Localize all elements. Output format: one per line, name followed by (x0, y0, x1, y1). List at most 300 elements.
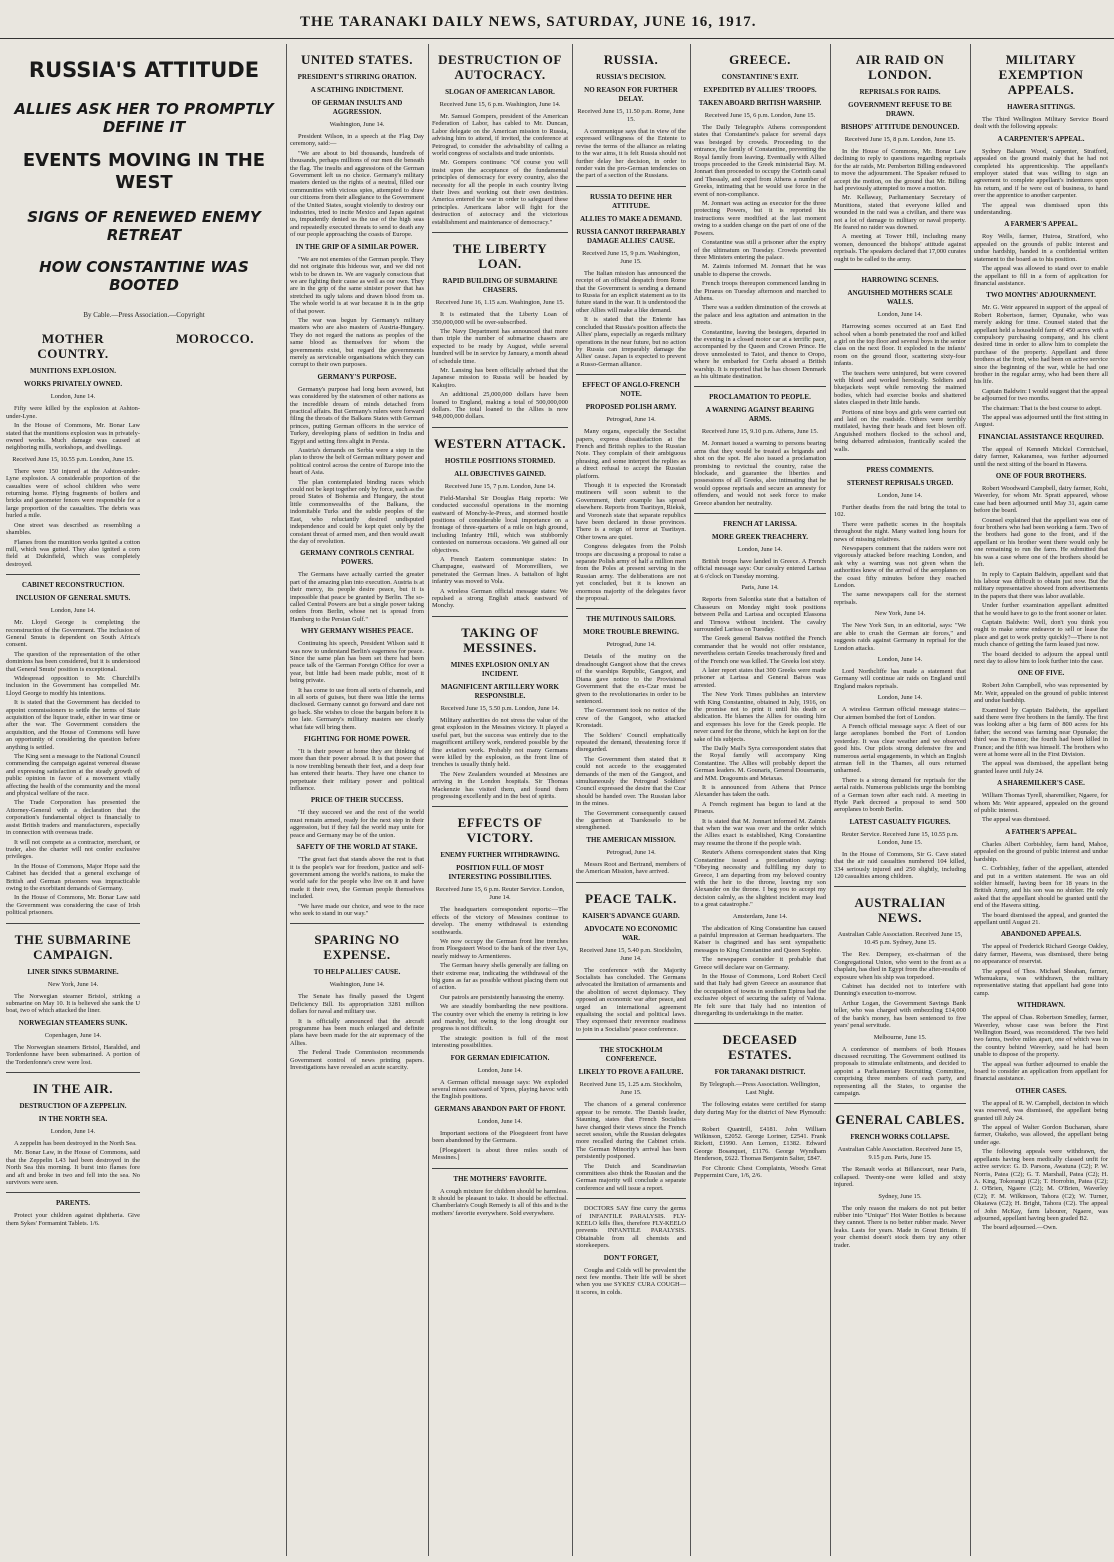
paragraph: The Government took no notice of the crew of the Gangoot, who attacked Kronstadt. (576, 707, 686, 730)
column-rule (428, 44, 429, 1556)
paragraph: The strategic position is full of the most interesting possibilities. (432, 1034, 568, 1050)
lead-subheadline: SIGNS OF RENEWED ENEMY RETREAT (27, 208, 261, 244)
paragraph: Details of the mutiny on the dreadnought Gangoot show that the crews of the warships Republic, Gangoot, and Diana gave notice to the Provisional Government that the ex-Czar must be given to the revolutionaries in order to be sentenced. (576, 653, 686, 705)
paragraph: In the House of Commons, Mr. Bonar Law stated that the munitions explosion was in privately-owned works. Much damage was caused at neighboring mills, workshops, and dwellings. (6, 422, 140, 452)
dateline: Received June 15, 6 p.m. London, June 15. (704, 112, 816, 119)
section-heading: IN THE AIR. (32, 1081, 114, 1096)
article-subheading: ALL OBJECTIVES GAINED. (454, 469, 546, 478)
paragraph: The Dutch and Scandinavian committees also think the Russian and the German majority will conclude a separate conference and will issue a report. (576, 1162, 686, 1192)
paragraph: "We are not enemies of the German people. They did not originate this hideous war, and we did not wish to be drawn in. We are vaguely conscious that we are fighting their cause as well as our own. They are in the grip of the same sinister power that has stretched its ugly talons and drawn blood from us. The whole world is at war because it is in the grip of that power. (290, 255, 424, 315)
article-subheading: TO HELP ALLIES' CAUSE. (313, 968, 401, 977)
paragraph: Many organs, especially the Socialist papers, express dissatisfaction at the French and British replies to the Russian Note. They complain of their ambiguous phrasing, and some interpret the replies as a direct refusal to accept the Russian platform. (576, 428, 686, 480)
paragraph: The King sent a message to the National Council commending the campaign against venereal disease and expressing satisfaction at the steady growth of public opinion in favor of a movement vitally affecting the health of the community and the moral and physical welfare of the race. (6, 753, 140, 798)
dateline: London, June 14. (477, 1117, 523, 1125)
dateline: London, June 14. (737, 546, 783, 554)
paragraph: The war was begun by Germany's military masters who are also masters of Austria-Hungary. They do not regard the nations as peoples of the same blood as themselves for whom the governments exist, but regard the governments merely as serviceable organisations which they can corrupt to their own purposes. (290, 316, 424, 369)
paragraph: The Senate has finally passed the Urgent Deficiency Bill. Its appropriation 3281 million dollars for naval and military use. (290, 993, 424, 1016)
paragraph: One street was described as resembling a shambles. (6, 521, 140, 537)
paragraph: There were pathetic scenes in the hospitals throughout the night. Many waited long hours for news of missing relatives. (834, 520, 966, 543)
paragraph: The abdication of King Constantine has caused a painful impression at German headquarters. The Kaiser is chagrined and has sent sympathetic messages to King Constantine and Queen Sophie. (694, 924, 826, 954)
dateline: London, June 14. (877, 694, 923, 702)
masthead-rule (0, 38, 1114, 39)
article-subheading: A FATHER'S APPEAL. (1005, 827, 1077, 836)
dateline: Amsterdam, June 14. (732, 912, 788, 920)
paragraph: It is estimated that the Liberty Loan of 350,000,000 will be over-subscribed. (432, 311, 568, 326)
paragraph: The appeal was allowed to stand over to enable the appellant to fill in a form of application for financial assistance. (974, 265, 1108, 287)
paragraph: The question of the representation of the other dominions has been considered, but it is understood that General Smuts' position is exceptional. (6, 650, 140, 673)
article-subheading: ADVOCATE NO ECONOMIC WAR. (584, 924, 678, 942)
paragraph: "It is their power at home they are thinking of more than their power abroad. It is that power that is now trembling beneath their feet, and a deep fear has entered their hearts. They have one chance to perpetuate their military power and political influence. (290, 748, 424, 793)
section-heading: PEACE TALK. (585, 890, 677, 906)
paragraph: The same newspapers call for the sternest reprisals. (834, 591, 966, 606)
paragraph: In reply to Captain Baldwin, appellant said that his labour was difficult to obtain just now. But the military representative showed from advertisements in the papers that there was labor available. (974, 570, 1108, 600)
paragraph: Constantine was still a prisoner after the expiry of the ultimatum on Tuesday. Crowds prevented three Ministers entering the palace. (694, 239, 826, 261)
dateline: London, June 14. (477, 1066, 523, 1074)
article-subheading: GERMANY CONTROLS CENTRAL POWERS. (300, 549, 414, 567)
article-subheading: ONE OF FOUR BROTHERS. (995, 472, 1087, 481)
dateline: Received June 15, 5.40 p.m. Stockholm, June 14. (579, 946, 683, 962)
paragraph: The Federal Trade Commission recommends Government control of news printing papers. Investigations have revealed an acute scarcity. (290, 1049, 424, 1071)
article-mother-country (6, 323, 140, 1229)
paragraph: A conference of members of both Houses discussed recruiting. The Government outlined its proposals to stimulate enlistments, and decided to appoint a Parliamentary Recruiting Committee, comprising three members of each party, and representing all the States, to organise the campaign. (834, 1045, 966, 1097)
dateline: Received June 15, 7 p.m. London, June 14. (444, 482, 556, 490)
dateline: Received June 15, 8 p.m. London, June 15. (844, 136, 956, 143)
advert-text: Coughs and Colds will be prevalent the next few months. Their life will be short when you use SYKES' CURA COUGH—it scores, in colds. (576, 1266, 686, 1296)
paragraph: In the House of Commons, Sir G. Cave stated that the air raid casualties numbered 104 killed, 334 seriously injured and 250 slightly, including 120 casualties among children. (834, 850, 966, 881)
dateline: London, June 14. (877, 311, 923, 319)
article-subheading: A SHAREMILKER'S CASE. (997, 779, 1085, 788)
advert-text: For Chronic Chest Complaints, Wood's Great Peppermint Cure, 1/6, 2/6. (694, 1164, 826, 1180)
paragraph: The appeal was dismissed, the appellant being granted leave until July 24. (974, 760, 1108, 775)
article-subheading: TWO MONTHS' ADJOURNMENT. (986, 291, 1096, 300)
paragraph: The Italian mission has announced the receipt of an official despatch from Rome that the Government is sending a demand to Russia for an explicit statement as to its future stand in the war. It is understood the other Allies will make a like demand. (576, 269, 686, 314)
paragraph: [Ploegsteert is about three miles south of Messines.] (432, 1146, 568, 1162)
dateline: Washington, June 14. (329, 121, 385, 128)
paragraph: Under further examination appellant admitted that he would have to go to the front sooner or later. (974, 602, 1108, 617)
paragraph: The appeal was adjourned until the first sitting in August. (974, 414, 1108, 429)
paragraph: A French Eastern communique states: In Champagne, eastward of Moronvilliers, we penetrated the German lines. A battalion of light infantry was moved to Vola. (432, 556, 568, 586)
dateline: Received June 15, 6 p.m. Reuter Service. London, June 14. (435, 886, 565, 902)
paragraph: We now occupy the German front line trenches from Ploegsteert Wood to the bank of the river Lys, nearly midway to Armentieres. (432, 937, 568, 960)
column-6 (834, 44, 966, 1556)
paragraph: The following estates were certified for stamp duty during May for the district of New Plymouth:— (694, 1101, 826, 1124)
paragraph: Continuing his speech, President Wilson said it was now to understand Berlin's eagerness for peace. Since the same plan has been set there had been peace talk of the German Foreign Office for over a year, but little had been made public, most of it being private. (290, 640, 424, 685)
paragraph: The Government consequently caused the garrison at Tsarskoselo to be strengthened. (576, 809, 686, 832)
paragraph: The Government then stated that it could not accede to the exaggerated demands of the men of the Gangoot, and simultaneously the Petrograd Soldiers' Council expressed the desire that the Czar should be handed over. The Russian labor in the mines. (576, 755, 686, 808)
article-subheading: A FARMER'S APPEAL. (1004, 220, 1078, 229)
dateline: London, June 14. (50, 393, 96, 401)
article-heading: RUSSIA'S DECISION. (596, 73, 666, 81)
paragraph: It is announced from Athens that Prince Alexander has taken the oath. (694, 784, 826, 799)
article-heading: CABINET RECONSTRUCTION. (21, 581, 125, 590)
dateline: Received June 16, 1.15 a.m. Washington, June 15. (435, 299, 565, 307)
paragraph: Arthur Logan, the Government Savings Bank teller, who was charged with embezzling £14,000 of the bank's money, has been sentenced to five years' penal servitude. (834, 999, 966, 1030)
paragraph: Sydney Balsam Wood, carpenter, Stratford, appealed on the ground mainly that he had not completed his apprenticeship. The appellant's employer stated that was willing to sign an agreement to complete appellant's indentures upon his return, and if he were out of business, to hand over the apprentice to another carpenter. (974, 147, 1108, 200)
article-subheading: PRICE OF THEIR SUCCESS. (310, 796, 404, 805)
article-subheading: OF GERMAN INSULTS AND AGGRESSION. (311, 99, 403, 116)
advert-text: A cough mixture for children should be harmless. It should be pleasant to take. It should be effectual. Chamberlain's Cough Remedy is all of this and is the mothers' favorite everywhere. Sold everywhere. (432, 1187, 568, 1217)
paragraph: A meeting at Tower Hill, including many women, denounced the bishops' attitude against reprisals. The speakers declared that 17,000 curates ought to be called to the army. (834, 233, 966, 263)
column-5 (694, 44, 826, 1556)
article-subheading: BISHOPS' ATTITUDE DENOUNCED. (840, 123, 960, 131)
section-heading: GREECE. (729, 52, 791, 67)
article-subheading: EXPEDITED BY ALLIES' TROOPS. (703, 86, 817, 94)
article-subheading: GOVERNMENT REFUSE TO BE DRAWN. (848, 101, 952, 118)
article-subheading: DESTRUCTION OF A ZEPPELIN. (19, 1102, 127, 1110)
paragraph: The appeal of Kenneth Mickiel Cormichael, dairy farmer, Kakaramea, was further adjourned until the next sitting of the board in Hawera. (974, 445, 1108, 468)
paragraph: The Daily Mail's Syra correspondent states that the Royal family will accompany King Constantine. The Allies will probably deport the German leaders. M. Gounaris, General Dousmanis, and MM. Dragoumis and Metaxas. (694, 745, 826, 782)
dateline: London, June 14. (50, 607, 96, 615)
column-lead (6, 44, 282, 1556)
article-heading: FRENCH AT LARISSA. (723, 520, 797, 529)
paragraph: We are steadily bombarding the new positions. The country over which the enemy is retiring is low and marshy, but owing to the long drought our progress is not difficult. (432, 1003, 568, 1033)
paragraph: C. Corbishley, father of the appellant, attended and put in a written statement. He was an old soldier himself, having been for 18 years in the British Army, and his son was no shirker. He only asked that the appellant should be granted until the end of the Hawera sitting. (974, 865, 1108, 910)
paragraph: Military authorities do not stress the value of the great explosion in the Messines victory. It played a useful part, but the success was entirely due to the magnificent artillery work, rendered possible by the fine aviation work. Probably not many Germans were killed by the explosion, as the front line of trenches is usually thinly held. (432, 716, 568, 769)
paragraph: The German heavy shells generally are falling on their extreme rear, indicating the withdrawal of the big guns as far as possible without placing them out of action. (432, 962, 568, 992)
paragraph: The Rev. Dempsey, ex-chairman of the Congregational Union, who went to the front as a chaplain, has died in Egypt from the after-results of exposure when his ship was torpedoed. (834, 951, 966, 981)
column-rule (286, 44, 287, 1556)
article-heading: EFFECT OF ANGLO-FRENCH NOTE. (582, 381, 680, 399)
advert-text: DOCTORS SAY fine curry the germs of INFANTILE PARALYSIS. FLY-KEELO kills flies, therefore FLY-KEELO prevents INFANTILE PARALYSIS. Obtainable from all chemists and storekeepers. (576, 1205, 686, 1250)
paragraph: Flames from the munition works ignited a cotton mill, which was gutted. They also ignited a corn field at Dukinfield, which was completely destroyed. (6, 538, 140, 568)
dateline: By Telegraph.—Press Association. Wellington, Last Night. (699, 1081, 821, 1097)
dateline: Paris, June 14. (741, 584, 779, 592)
paragraph: A wireless German official message states:—Our airmen bombed the fort of London. (834, 706, 966, 721)
paragraph: Mr. Kellaway, Parliamentary Secretary of Munitions, stated that everyone killed and wounded in the raid was a civilian, and there was not a lot of damage to military or naval property. He feared no raider was downed. (834, 194, 966, 232)
article-subheading: MINES EXPLOSION ONLY AN INCIDENT. (450, 660, 550, 678)
paragraph: There was a sudden diminution of the crowds at the palace and less agitation and animation in the streets. (694, 304, 826, 327)
dateline: Received June 15, 1.25 a.m. Stockholm, June 15. (579, 1081, 683, 1097)
paragraph: A wireless German official message states: We repulsed a strong English attack eastward of Monchy. (432, 587, 568, 610)
section-heading: THE LIBERTY LOAN. (452, 241, 548, 272)
article-subheading: FIGHTING FOR HOME POWER. (303, 735, 411, 744)
article-subheading: PROPOSED POLISH ARMY. (585, 403, 677, 412)
article-heading: REPRISALS FOR RAIDS. (859, 88, 941, 96)
paragraph: "If they succeed we and the rest of the world must remain armed, ready for the next step in their aggression, but if they fail the world may unite for peace and Germany may be of the union. (290, 809, 424, 839)
paragraph: An additional 25,000,000 dollars have been loaned to England, making a total of 500,000,000 dollars. The total loaned to the Allies is now 948,000,000 dollars. (432, 391, 568, 421)
paragraph: The Germans have actually carried the greater part of the amazing plan into execution. Austria is at their mercy, its people desire peace, but it is impossible that peace be granted by Berlin. The so-called Central Powers are but a single power taking orders from Berlin, whose net is spread from Hamburg to the Persian Gulf." (290, 571, 424, 623)
article-heading: CONSTANTINE'S EXIT. (721, 73, 799, 81)
section-heading: SPARING NO EXPENSE. (314, 932, 400, 963)
lead-subheadline: EVENTS MOVING IN THE WEST (22, 150, 266, 193)
section-heading: GENERAL CABLES. (835, 1112, 965, 1128)
paragraph: Captain Baldwin: Well, don't you think you ought to make some endeavor to sell or lease the place and get to work pretty quickly?—There is not much chance of getting the farm leased just now. (974, 618, 1108, 649)
lead-subheadline: ALLIES ASK HER TO PROMPTLY DEFINE IT (14, 100, 274, 136)
paragraph: A French official message says: A fleet of our large aeroplanes bombed the Fort of London yesterday. It was clear weather and we observed good hits. Our pilots strong defensive fire and numerous aerial engagements, in which an English airman fell in the Thames, all ours returned unharmed. (834, 722, 966, 775)
article-subheading: NO REASON FOR FURTHER DELAY. (584, 86, 678, 103)
dateline: London, June 14. (877, 655, 923, 663)
article-subheading: MAGNIFICENT ARTILLERY WORK RESPONSIBLE. (440, 682, 559, 700)
article-subheading: ONE OF FIVE. (1017, 669, 1065, 678)
section-heading: MILITARY EXEMPTION APPEALS. (998, 52, 1084, 97)
paragraph: Fifty were killed by the explosion at Ashton-under-Lyne. (6, 405, 140, 420)
paragraph: The conference with the Majority Socialists has concluded. The Germans advocated the limitation of armaments and the abolition of secret diplomacy. They opposed an economic war after peace, and urged an international agreement equalising the social and political laws. They expressed their reverence readiness to join in a Socialists' peace conference. (576, 966, 686, 1033)
paragraph: French troops thereupon commenced landing in the Piraeus on Tuesday afternoon and marched to Athens. (694, 280, 826, 302)
section-heading: EFFECTS OF VICTORY. (457, 815, 543, 846)
article-subheading: WITHDRAWN. (1016, 1001, 1066, 1010)
paragraph: The Soldiers' Council emphatically repeated the demand, threatening force if disregarded. (576, 731, 686, 754)
advert-text: Protect your children against diphtheria. Give them Sykes' Formamint Tablets. 1/6. (6, 1212, 140, 1227)
paragraph: It has come to use from all sorts of channels, and in all sorts of guises, but there was little the terms disclosed. Germany cannot go forward and dare not go back. She wishes to close the bargain before it is too late. Germany's military masters see clearly what fate will bring them. (290, 686, 424, 731)
dateline: Petrograd, June 14. (606, 848, 656, 856)
article-subheading: A WARNING AGAINST BEARING ARMS. (705, 406, 815, 424)
article-subheading: WORKS PRIVATELY OWNED. (23, 380, 123, 389)
paragraph: The appeal of Thos. Michael Sheahan, farmer, Whenuakura, was withdrawn, the military representative stating that appellant had gone into camp. (974, 967, 1108, 997)
lead-subheadline: HOW CONSTANTINE WAS BOOTED (39, 258, 249, 294)
section-heading: WESTERN ATTACK. (434, 435, 566, 451)
paragraph: It is officially announced that the aircraft programme has been much enlarged and definite plans have been made for the air supremacy of the Allies. (290, 1017, 424, 1047)
dateline: London, June 14. (50, 1128, 96, 1135)
paragraph: The chairman: That is the best course to adopt. (982, 404, 1102, 412)
paragraph: Congress delegates from the Polish troops are discussing a proposal to raise a separate Polish army of half a million men from the Poles at present serving in the Russian army. The deliberations are not yet concluded, but it is known an enormous majority of the delegates favor the proposal. (576, 543, 686, 603)
column-7 (974, 44, 1108, 1556)
paragraph: There is a strong demand for reprisals for the aerial raids. Numerous publicists urge the bombing of a German town after each raid. A meeting in Hyde Park decreed a proposal to send 500 aeroplanes to bomb Berlin. (834, 776, 966, 814)
section-heading: MOTHER COUNTRY. (37, 331, 109, 362)
paragraph: The chances of a general conference appear to be remote. The Danish leader, Stauning, states that French Socialists have changed their views since the French secret session, while the Russian delegates more recalled during the Cabinet crisis. The German Minority's arrival has been persistently postponed. (576, 1101, 686, 1161)
article-heading: RUSSIA TO DEFINE HER ATTITUDE. (589, 192, 673, 210)
paragraph: Reports from Salonika state that a battalion of Chasseurs on Monday night took positions between Pella and Larissa and occupied Elassona and Tirnova without incident. The cavalry surrounded Larissa on Tuesday. (694, 596, 826, 633)
article-subheading: TAKEN ABOARD BRITISH WARSHIP. (698, 99, 822, 107)
paragraph: The Greek general Baivas notified the French commander that he would not offer resistance, nevertheless certain Greeks treacherously fired and of the French one was killed. The Greeks lost sixty. (694, 635, 826, 665)
article-subheading: SAFETY OF THE WORLD AT STAKE. (296, 843, 418, 852)
paragraph: The board decided to adjourn the appeal until next day to allow him to look further into the case. (974, 650, 1108, 665)
dateline: Sydney, June 15. (878, 1192, 922, 1200)
article-subheading: ENEMY FURTHER WITHDRAWING. (440, 851, 560, 860)
paragraph: "We have made our choice, and woe to the race who seek to stand in our way." (290, 902, 424, 917)
paragraph: The New Zealanders wounded at Messines are arriving in the London hospitals. Sir Thomas Mackenzie has visited them, and found them progressing excellently and in the best of spirits. (432, 770, 568, 800)
paragraph: The Trade Corporation has presented the Attorney-General with a declaration that the corporation's fundamental object is financially to assist British traders and manufacturers, especially in connection with overseas trade. (6, 799, 140, 837)
column-2 (290, 44, 424, 1556)
article-subheading: LIKELY TO PROVE A FAILURE. (578, 1068, 684, 1077)
section-heading: DESTRUCTION OF AUTOCRACY. (438, 52, 562, 82)
article-subheading: FRENCH WORKS COLLAPSE. (850, 1133, 950, 1142)
article-subheading: POSITION FULL OF MOST INTERESTING POSSIBILITIES. (448, 864, 552, 882)
paragraph: Counsel explained that the appellant was one of four brothers who had been working a farm. Two of the brothers had gone to the front, and if the appellant or his brother went there would only be one remaining to run the farm. He submitted that his was a case where one of the brothers should be left. (974, 516, 1108, 569)
article-heading: PROCLAMATION TO PEOPLE. (709, 393, 811, 402)
article-subheading: FOR GERMAN EDIFICATION. (450, 1053, 550, 1062)
paragraph: The board dismissed the appeal, and granted the appellant until August 21. (974, 911, 1108, 926)
paragraph: It is stated that the Government has decided to appoint commissioners to settle the terms of State acquisition of the liquor trade, either in war time or after the war. The Government considers the acquisition, and the House of Commons will have an opportunity of considering the question before anything is settled. (6, 699, 140, 751)
dateline: Reuter Service. Received June 15, 10.55 p.m. London, June 15. (841, 830, 959, 846)
article-subheading: A CARPENTER'S APPEAL. (997, 134, 1085, 143)
paragraph: In the House of Commons, Lord Robert Cecil said that Italy had given Greece an assurance that the occupation of towns in southern Epirus had the exclusive object of securing the safety of Valona. He felt sure that Italy had no intention of disregarding its undertakings in the matter. (694, 972, 826, 1017)
article-heading: PRESS COMMENTS. (866, 466, 934, 474)
article-subheading: IN THE NORTH SEA. (38, 1115, 108, 1123)
paragraph: Mr. Lansing has been officially advised that the Japanese mission to Russia will be headed by Kakujiro. (432, 366, 568, 389)
section-heading: AUSTRALIAN NEWS. (854, 895, 946, 926)
paragraph: The teachers were uninjured, but were covered with blood and worked heroically. Soldiers and bluejackets wept while removing the maimed bodies, which had exercise books and shattered slates clasped in their little hands. (834, 369, 966, 407)
paragraph: In the House of Commons, Major Hope said the Cabinet has decided that a general exchange of British and German prisoners was impracticable owing to the exorbitant demands of Germany. (6, 862, 140, 892)
byline: By Cable.—Press Association.—Copyright (83, 311, 205, 319)
paragraph: Mr. Lloyd George is completing the reconstruction of the Government. The inclusion of General Smuts is dependent on South Africa's consent. (6, 619, 140, 649)
article-heading: HARROWING SCENES. (861, 276, 939, 285)
paragraph: Harrowing scenes occurred at an East End school when a bomb penetrated the roof and killed a girl on the top floor and several boys in the senior class on the next floor. It exploded in the infants' room on the ground floor, scattering sixty-four infants. (834, 323, 966, 368)
paragraph: M. Jonnart issued a warning to persons bearing arms that they would be treated as brigands and shot on the spot. He also issued a proclamation promising to revictual the country, raise the blockade, and guarantee the liberties and possessions of all Greeks, also intimating that he would oppose reprisals and secure an amnesty for offenders, and would not seek force to make Greece abandon her neutrality. (694, 440, 826, 507)
paragraph: The newspapers consider it probable that Greece will declare war on Germany. (694, 956, 826, 971)
paragraph: The appeal of R. W. Campbell, decision in which was reserved, was dismissed, the appellant being granted till July 24. (974, 1099, 1108, 1122)
paragraph: A later report states that 300 Greeks were made prisoner at Larissa and General Baivas was arrested. (694, 666, 826, 689)
paragraph: Further deaths from the raid bring the total to 102. (834, 504, 966, 519)
paragraph: Though it is expected the Kronstadt mutineers will soon submit to the Government, their example has spread elsewhere. Reports from Tsaritsyn, Rieksk, and Voronezh state that separate republics have been declared in those provinces. There is a reign of terror at Tsaritsyn. Other towns are quiet. (576, 481, 686, 541)
article-subheading: GERMANY'S PURPOSE. (317, 372, 397, 381)
column-rule (970, 44, 971, 1556)
column-3 (432, 44, 568, 1556)
paragraph: The following appeals were withdrawn, the appellants having been medically classed unfit for active service: G. D. Parsons, Awatuna (C2); P. W. Norris, Patea (C2); G. T. Marshall, Patea (C2); H. A. King, Tokorangi (C2); T. Horrobin, Patea (C2); J. O'Brien, Ngaere (C2); M. O'Brien, Waverley (C2); F. M. Wilkinson, Tahora (C2); W. Turner, Okaiawa (C2); H. Bright, Tahora (C2). The appeal of John McKay, farm labourer, Ngaere, was adjourned, appellant having been graded B2. (974, 1148, 1108, 1222)
paragraph: Widespread opposition to Mr. Churchill's inclusion in the Government has compelled Mr. Lloyd George to modify his intentions. (6, 674, 140, 697)
paragraph: Cabinet has decided not to interfere with Dunning's execution to-morrow. (834, 983, 966, 998)
paragraph: A German official message says: We exploded several mines eastward of Ypres, playing havoc with the English positions. (432, 1078, 568, 1101)
paragraph: British troops have landed in Greece. A French official message says: Our cavalry entered Larissa at 6 o'clock on Tuesday morning. (694, 558, 826, 580)
paragraph: The appeal was dismissed upon this understanding. (974, 201, 1108, 217)
article-column (148, 323, 282, 352)
article-subheading: HAWERA SITTINGS. (1007, 103, 1075, 111)
dateline: Received June 15, 6 p.m. Washington, June 14. (439, 101, 561, 108)
paragraph: The appeal of Frederick Richard George Oakley, dairy farmer, Hawera, was dismissed, there being no appearance of reservist. (974, 943, 1108, 966)
paragraph: Constantine, leaving the besiegers, departed in the evening in a closed motor car at a terrific pace, accompanied by the Queen and Crown Prince. He drove unmolested to Tatoi, and thence to Oropo, where he embarked for Corfu aboard a British warship. It is reported that he has chosen Denmark as his ultimate destination. (694, 328, 826, 380)
dateline: Received June 15, 11.50 p.m. Rome, June 15. (577, 108, 685, 123)
paragraph: Mr. Gompers continues: "Of course you will insist upon the acceptance of the fundamental principles of democracy for every country, also the necessity for all the people in each country living their lives and working out their own destinies. America entered the war in order to safeguard these principles. Americans labor will fight for the destruction of autocracy and the victorious establishment and maintenance of democracy." (432, 159, 568, 226)
article-subheading: SLOGAN OF AMERICAN LABOR. (445, 88, 555, 96)
article-subheading: INCLUSION OF GENERAL SMUTS. (15, 594, 131, 603)
article-heading: HOSTILE POSITIONS STORMED. (444, 456, 556, 465)
article-subheading: ABANDONED APPEALS. (1000, 930, 1082, 939)
paragraph: The New York Sun, in an editorial, says: "We are able to crush the German air forces," and suggests raids against Germany in reprisal for the London attacks. (834, 622, 966, 652)
lead-headline: RUSSIA'S ATTITUDE (28, 58, 260, 82)
dateline: New York, June 14. (47, 980, 99, 988)
paragraph: The Norwegian steamers Bristol, Haraldsd, and Tordenfonne have been submarined. A portion of the Tordenfonne's crew were lost. (6, 1043, 140, 1066)
paragraph: Messrs Root and Bertrand, members of the American Mission, have arrived. (576, 860, 686, 876)
paragraph: Field-Marshal Sir Douglas Haig reports: We conducted successful operations in the morning eastward of Monchy-le-Preux, and stormed hostile positions of considerable local importance on a frontage of three-quarters of a mile on high ground, including Infantry Hill, which was stubbornly contested on numerous occasions. We gained all our objectives. (432, 494, 568, 554)
column-rule (690, 44, 691, 1556)
section-heading: UNITED STATES. (301, 52, 413, 67)
paragraph: The Daily Telegraph's Athens correspondent states that Constantine's palace for several days was besieged by crowds. Proceeding to the entrance, the family of Constantine, preventing the Royal family from leaving. Eventually with Allied troops proceeded to the Greek ministerial Bay. M. Jonnart then proceeded to occupy the Corinth canal and Thessaly, and expel from Athens a number of Greeks, intimating that he would use force in the event of non-compliance. (694, 124, 826, 198)
paragraph: The headquarters correspondent reports:—The effects of the victory of Messines continue to develop. The enemy withdrawal is extending southwards. (432, 906, 568, 936)
paragraph: A French regiment has begun to land at the Piraeus. (694, 800, 826, 816)
paragraph: The appeal of Walter Gordon Buchanan, share farmer, Otakeho, was allowed, the appellant being under age. (974, 1124, 1108, 1146)
advert-text: The only reason the makers do not put better rubber into "Unique" Hot Water Bottles is because they cannot. There is no better rubber made. Never leaks. Lasts for years. Made in Great Britain. If your chemist doesn't stock them try any other trader. (834, 1204, 966, 1249)
section-heading: TAKING OF MESSINES. (461, 624, 539, 655)
paragraph: M. Jonnart was acting as executor for the three protecting Powers, but it is reported his instructions were modified at the last moment owing to a sudden change on the part of one of the Powers. (694, 200, 826, 237)
paragraph: William Thomas Tyrell, sharemilker, Ngaere, for whom Mr. Weir appeared, appealed on the ground of public interest. (974, 792, 1108, 815)
paragraph: In the House of Commons, Mr. Bonar Law said the Government was considering the case of Irish political prisoners. (6, 894, 140, 917)
paragraph: Captain Baldwin: I would suggest that the appeal be adjourned for two months. (974, 387, 1108, 403)
article-subheading: MORE GREEK TREACHERY. (711, 533, 809, 542)
article-subheading: MORE TROUBLE BREWING. (583, 628, 679, 637)
article-subheading: IN THE GRIP OF A SIMILAR POWER. (295, 242, 419, 251)
paragraph: The Third Wellington Military Service Board dealt with the following appeals: (974, 116, 1108, 131)
dateline: Received June 15, 10.55 p.m. London, June 15. (12, 455, 134, 463)
masthead-title: THE TARANAKI DAILY NEWS, SATURDAY, JUNE 16, 1917. (300, 14, 757, 30)
paragraph: "We are about to bid thousands, hundreds of thousands, perhaps millions of our men die beneath the flag. The insults and aggressions of the German Government left us no choice. Germany's military masters denied us the rights of a neutral, filled our communities with vicious spies, attempted to draw our citizens from their allegiance to the Government of the United States, sought violently to destroy our industries, tried to incite Mexico and Japan against us, impudently denied us the use of the high seas and repeatedly executed threats to send to death any of our people approaching the coasts of Europe. (290, 149, 424, 239)
dateline: Petrograd, June 14. (606, 641, 656, 649)
paragraph: President Wilson, in a speech at the Flag Day ceremony, said:— (290, 133, 424, 148)
article-subheading: GERMANS ABANDON PART OF FRONT. (434, 1104, 566, 1113)
paragraph: Important sections of the Ploegsteert front have been abandoned by the Germans. (432, 1129, 568, 1145)
article-heading: THE MUTINOUS SAILORS. (586, 615, 676, 624)
column-rule (830, 44, 831, 1556)
article-subheading: ANGUISHED MOTHERS SCALE WALLS. (847, 289, 953, 307)
dateline: London, June 14. (877, 492, 923, 499)
paragraph: The appeal was further adjourned to enable the board to consider an application from appellant for financial assistance. (974, 1060, 1108, 1083)
paragraph: The appeal of Chas. Robertson Smedley, farmer, Waverley, whose case was before the First Wellington Board, was reconsidered. The two held two farms, twelve miles apart, one of which was in the country behind Waverley, said he had been unable to dispose of the property. (974, 1014, 1108, 1059)
article-subheading: A SCATHING INDICTMENT. (310, 86, 404, 94)
paragraph: Lord Northcliffe has made a statement that Germany will continue air raids on England until England makes reprisals. (834, 667, 966, 690)
dateline: New York, June 14. (874, 610, 926, 618)
article-subheading: NORWEGIAN STEAMERS SUNK. (18, 1018, 128, 1027)
article-subheading: OTHER CASES. (1015, 1086, 1067, 1095)
paragraph: Robert John Campbell, who was represented by Mr. Weir, appealed on the ground of public interest and undue hardship. (974, 682, 1108, 705)
paragraph: Germany's purpose had long been avowed, but was considered by the statesmen of other nations as the incredible dream of minds detached from practical affairs. But Germany's rulers were forward filing the throats of the Balkans States with German princes, putting German officers in the service of Turkey, developing plans of sedition in India and Egypt and setting fires alight in Persia. (290, 385, 424, 445)
paragraph: Austria's demands on Serbia were a step in the plan to throw the belt of German military power and political control across the centre of Europe into the heart of Asia. (290, 447, 424, 477)
advert-heading: DON'T FORGET, (603, 1253, 659, 1262)
article-subheading: FINANCIAL ASSISTANCE REQUIRED. (978, 432, 1104, 441)
paragraph: The New York Times publishes an interview with King Constantine, obtained in July, 1916, on the promise not to print it until his death or abdication. He blames the Allies for ousting him and expresses his love for the Greek people. He never cared for the throne, which he kept on for the sake of his subjects. (694, 691, 826, 743)
section-heading: DECEASED ESTATES. (722, 1032, 798, 1063)
dateline: Received June 15, 9 p.m. Washington, June 15. (582, 249, 680, 265)
article-subheading: LINER SINKS SUBMARINE. (27, 967, 119, 976)
article-subheading: RAPID BUILDING OF SUBMARINE CHASERS. (442, 277, 558, 295)
paragraph: Newspapers comment that the raiders were not vigorously attacked before reaching London, and ask why a warning was not given when the authorities knew of the arrival of the aeroplanes on the coast fifty minutes before they reached London. (834, 545, 966, 590)
dateline: Copenhagen, June 14. (44, 1031, 102, 1039)
article-subheading: LATEST CASUALTY FIGURES. (849, 817, 951, 826)
advert-heading: THE MOTHERS' FAVORITE. (453, 1174, 547, 1183)
paragraph: The Navy Department has announced that more than triple the number of submarine chasers are expected to be ready by August, while several hundred will be in service by January, a month ahead of schedule time. (432, 327, 568, 365)
masthead (0, 0, 1114, 44)
section-heading: MOROCCO. (175, 331, 255, 347)
dateline: Melbourne, June 15. (873, 1033, 927, 1041)
paragraph: M. Zaimis informed M. Jonnart that he was unable to disperse the crowds. (694, 263, 826, 278)
paragraph: The Norwegian steamer Bristol, striking a submarine on May 10. It is believed she sank the U boat, two of which attacked the liner. (6, 992, 140, 1015)
article-heading: PRESIDENT'S STIRRING ORATION. (297, 73, 417, 81)
paragraph: A communique says that in view of the expressed willingness of the Entente to revise the terms of the alliance as relating to the war aims, it is felt Russia should not further delay her decision, in order to render vain the pro-German tendencies on the part of a section of the Russians. (576, 128, 686, 180)
section-heading: RUSSIA. (603, 52, 659, 67)
paragraph: The Renault works at Billancourt, near Paris, collapsed. Twenty-one were killed and sixty injured. (834, 1166, 966, 1189)
paragraph: A zeppelin has been destroyed in the North Sea. (14, 1140, 137, 1147)
column-rule (572, 44, 573, 1556)
paragraph: The plan contemplated binding races which could not be kept together only by force, such as the proud States of Bohemia and Hungary, the stout little commonwealths of the Balkans, the indomitable Turks and the subtle peoples of the East, who reluctantly desired undisputed independence and could be kept quiet only by the constant threat of armed men, and then would await the day of revolution. (290, 478, 424, 545)
column-4 (576, 44, 686, 1556)
paragraph: Roy Wells, farmer, Huiroa, Stratford, who appealed on the grounds of public interest and undue hardship, handed in a confidential written statement to the board as to his position. (974, 233, 1108, 263)
paragraph: Robert Woodward Campbell, dairy farmer, Kohi, Waverley, for whom Mr. Spratt appeared, whose case had been adjourned until May 31, again came before the board. (974, 485, 1108, 515)
dateline: Petrograd, June 14. (606, 416, 656, 424)
paragraph: "The great fact that stands above the rest is that it is the people's war for freedom, justice and self-government among the world's nations, to make the world safe for the people who live on it and have made it their own, the German people themselves included. (290, 856, 424, 901)
paragraph: In the House of Commons, Mr. Bonar Law declining to reply to questions regarding reprisals for the air raids, Mr. Pemberton Billing endeavored to move the adjournment. The Speaker refused to accept the motion, on the ground that Mr. Billing had previously attempted to move a motion. (834, 148, 966, 193)
paragraph: Our patrols are persistently harassing the enemy. (440, 993, 565, 1001)
article-subheading: ALLIES TO MAKE A DEMAND. (580, 214, 682, 223)
article-subheading: WHY GERMANY WISHES PEACE. (300, 627, 414, 636)
dateline: Washington, June 14. (329, 981, 385, 989)
article-subheading: THE AMERICAN MISSION. (586, 835, 676, 844)
article-subheading: FOR TARANAKI DISTRICT. (714, 1068, 806, 1077)
dateline: Australian Cable Association. Received June 15, 10.45 p.m. Sydney, June 15. (837, 931, 963, 947)
section-heading: AIR RAID ON LONDON. (855, 52, 945, 82)
section-heading: THE SUBMARINE CAMPAIGN. (14, 931, 132, 962)
dateline: Received June 15, 5.50 p.m. London, June 14. (440, 704, 560, 712)
article-heading: KAISER'S ADVANCE GUARD. (582, 911, 680, 920)
article-heading: THE STOCKHOLM CONFERENCE. (599, 1046, 663, 1064)
paragraph: It will not compete as a contractor, merchant, or trader, also the charter will not confer exclusive privileges. (6, 838, 140, 861)
paragraph: It is stated that M. Jonnart informed M. Zaimis that when the war was over and the order which the Allies exact is established, King Constantine may resume the throne if the people wish. (694, 817, 826, 847)
paragraph: It is stated that the Entente has concluded that Russia's position affects the Allies' plans, especially as regards military operations in the near future, but no action by Russia can irreparably damage the Allies' cause. Japan is expected to prevent a Russo-German alliance. (576, 316, 686, 368)
paragraph: Reuter's Athens correspondent states that King Constantine issued a proclamation saying: "Obeying necessity and fulfilling my duty to Greece, I am departing from my beloved country with the heir to the throne, leaving my son Alexander on the throne. I beg you to accept my decision calmly, as the slightest incident may lead to a great catastrophe." (694, 849, 826, 909)
paragraph: Examined by Captain Baldwin, the appellant said there were five brothers in the family. The first was looking after a big farm of 800 acres for his father; the second was farming near Opunake; the third was in France; the fourth had been killed in France; and the fifth was himself. The brothers who were at home were all in the First Division. (974, 706, 1108, 759)
paragraph: Charles Albert Corbishley, farm hand, Mahoe, appealed on the ground of public interest and undue hardship. (974, 840, 1108, 863)
article-subheading: STERNEST REPRISALS URGED. (846, 479, 954, 487)
dateline: Received June 15, 9.10 p.m. Athens, June 15. (701, 428, 819, 436)
paragraph: Mr. Samuel Gompers, president of the American Federation of Labor, has cabled to Mr. Duncan, Labor delegate on the American mission to Russia, advising him to attend, if invited, the conference at Petrograd, to consider the advisability of calling a world congress of socialists and trade unionists. (432, 113, 568, 158)
paragraph: Mr. Bonar Law, in the House of Commons, said that the Zeppelin L43 had been destroyed in the North Sea this morning. It burst into flames fore and aft and broke in two and fell into the sea. No survivors were seen. (6, 1149, 140, 1187)
paragraph: The board adjourned.—Own. (982, 1224, 1058, 1232)
